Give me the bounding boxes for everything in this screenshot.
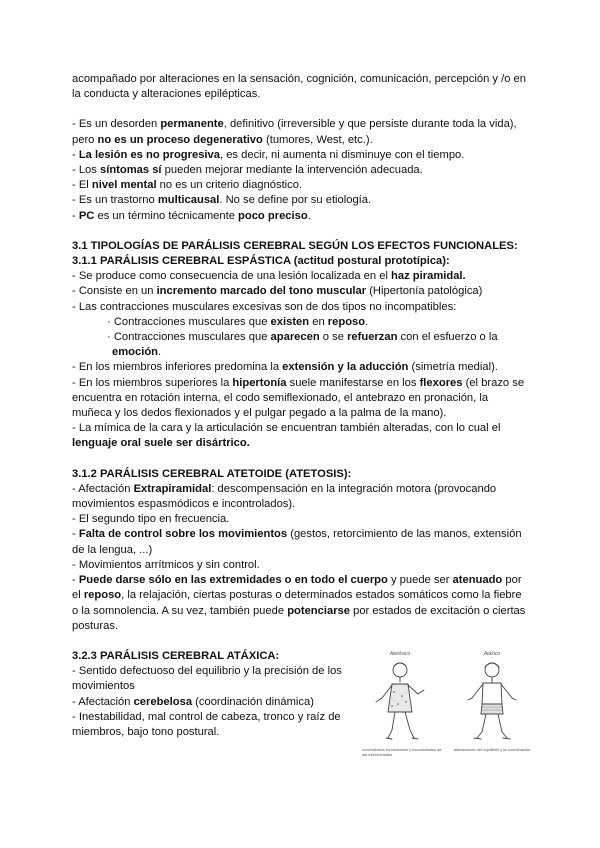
fact-bold: permanente [160,118,224,131]
intro-line-2: la conducta y alteraciones epilépticas. [72,88,261,101]
list-item [72,695,347,710]
fact-bold: síntomas sí [99,164,162,177]
list-item: - Inestabilidad, mal control de cabeza, tronco y raíz de miembros, bajo tono postural. [72,710,341,738]
item-text: - En los miembros superiores la [72,376,233,389]
fact-text: . No se define por su etiología. [219,194,372,207]
fact-text: - Los [72,164,100,177]
item-text: en [309,315,328,328]
fact-text: - Es un desorden [72,118,161,131]
item-text: - Se produce como consecuencia de una lesión localizada en el [72,270,392,283]
athetoid-figure [362,650,442,763]
fact-bold: no es un proceso degenerativo [97,133,263,146]
item-text: · Contracciones musculares que [107,315,271,328]
item-text: : descompensación en la integración motora (provocando movimientos espasmódicos e incontrolados). [72,482,497,511]
list-item [72,421,530,451]
section-athetoid [72,467,530,634]
fact-text: , es decir, ni aumenta ni disminuye con el tiempo. [219,148,465,161]
ataxic-figure [454,651,530,763]
item-text: · Contracciones musculares que [107,331,271,344]
document-page [72,72,531,757]
athetoid-child-illustration [368,658,432,746]
subsection-title: 3.1.2 PARÁLISIS CEREBRAL ATETOIDE (ATETOSIS): [72,467,352,480]
figure-title: Atetósico [389,650,411,657]
sub-list-item [72,315,530,330]
item-text: (coordinación dinámica) [192,695,314,708]
item-text: - Consiste en un [72,285,157,298]
item-bold: cerebelosa [133,695,193,708]
list-item [72,360,530,375]
sub-list-item-cont [72,345,530,360]
subsection-title: 3.1.1 PARÁLISIS CEREBRAL ESPÁSTICA (actitud postural prototípica): [72,255,450,268]
item-bold: reposo [83,589,122,602]
list-item: - Sentido defectuoso del equilibrio y la precisión de los movimientos [72,665,342,693]
figure-caption: movimientos involuntarios y incontrolados de las extremidades [362,746,442,757]
item-bold: Extrapiramidal [133,482,212,495]
list-item [72,284,530,299]
figure-caption: alteraciones del equilibrio y la coordinación [454,746,531,752]
section-title: 3.1 TIPOLOGÍAS DE PARÁLISIS CEREBRAL SEGÚN LOS EFECTOS FUNCIONALES: [72,239,518,252]
item-bold: hipertonía [232,376,287,389]
item-text: , la relajación, ciertas posturas o determinados estados somáticos como la fiebre o la somnolencia. A su vez, también puede [72,589,522,617]
facts-list [72,117,530,223]
item-bold: haz piramidal. [391,270,466,283]
item-bold: extensión y la aducción [282,361,409,374]
list-item: - Movimientos arrítmicos y sin control. [72,558,260,571]
fact-item [72,163,530,178]
section-ataxic [72,649,531,757]
list-item [72,573,530,634]
fact-text: - El [72,179,92,192]
fact-text: - Es un trastorno [72,194,158,207]
item-text: . [158,346,162,359]
figure-title: Atáxico [483,650,501,657]
fact-item [72,117,530,147]
fact-bold: nivel mental [91,179,157,192]
fact-text: . [307,209,311,222]
list-item [72,269,530,284]
item-bold: flexores [419,376,463,389]
fact-text: pueden mejorar mediante la intervención adecuada. [161,164,423,177]
ataxic-text-column [72,649,347,740]
sub-list-item [72,330,530,345]
item-bold: incremento marcado del tono muscular [156,285,367,298]
item-text: - [72,574,79,587]
item-text: - [72,528,79,541]
item-text: - La mímica de la cara y la articulación se encuentran también alteradas, con lo cual el [72,422,501,435]
ataxic-child-illustration [460,658,524,746]
fact-item [72,209,530,224]
item-text: (el brazo se encuentra en rotación interna, el codo semiflexionado, el antebrazo en pronación, la muñeca y los dedos flexionados y el pulgar pegado a la palma de la mano). [72,376,525,420]
list-item [72,376,530,422]
illustration-figures [362,651,542,763]
item-bold: lenguaje oral suele ser disártrico. [72,437,250,450]
item-bold: existen [270,315,310,328]
item-text: . [365,315,369,328]
item-text: por estados de excitación o ciertas posturas. [72,604,526,632]
fact-item [72,193,530,208]
fact-text: , definitivo (irreversible y que persiste durante toda la vida), pero [72,118,517,146]
item-bold: reposo [327,315,366,328]
subsection-title: 3.2.3 PARÁLISIS CEREBRAL ATÁXICA: [72,649,280,662]
item-bold: Puede darse sólo en las extremidades o en todo el cuerpo [78,574,388,587]
item-text: con el esfuerzo o la [397,331,498,344]
item-text: - En los miembros inferiores predomina la [72,361,283,374]
item-bold: atenuado [452,574,503,587]
list-item: - El segundo tipo en frecuencia. [72,513,230,526]
item-text: (simetría medial). [408,361,498,374]
list-item: - Las contracciones musculares excesivas son de dos tipos no incompatibles: [72,300,457,313]
item-bold: Falta de control sobre los movimientos [78,528,288,541]
item-text: suele manifestarse en los [286,376,420,389]
fact-text: no es un criterio diagnóstico. [156,179,303,192]
item-text: (gestos, retorcimiento de las manos, extensión de la lengua, ...) [72,528,522,556]
item-text: (Hipertonía patológica) [366,285,483,298]
item-text: por el [72,574,522,602]
item-bold: potenciarse [287,604,350,617]
item-bold: refuerzan [347,331,398,344]
fact-text: es un término técnicamente [94,209,239,222]
fact-bold: multicausal [157,194,220,207]
fact-bold: La lesión es no progresiva [78,148,220,161]
item-text: y puede ser [387,574,453,587]
fact-text: - [72,148,79,161]
intro-line-1: acompañado por alteraciones en la sensación, cognición, comunicación, percepción y /o en [72,73,526,85]
fact-text: - [72,209,79,222]
item-bold: emoción [112,346,159,359]
section-spastic [72,239,530,452]
fact-bold: PC [78,209,95,222]
fact-item [72,178,530,193]
item-bold: aparecen [270,331,320,344]
fact-text: (tumores, West, etc.). [262,133,373,146]
list-item [72,527,530,557]
item-text: o se [319,331,348,344]
item-text: - Afectación [72,482,134,495]
fact-bold: poco preciso [238,209,308,222]
list-item [72,482,530,512]
item-text: - Afectación [72,695,134,708]
fact-item [72,148,530,163]
